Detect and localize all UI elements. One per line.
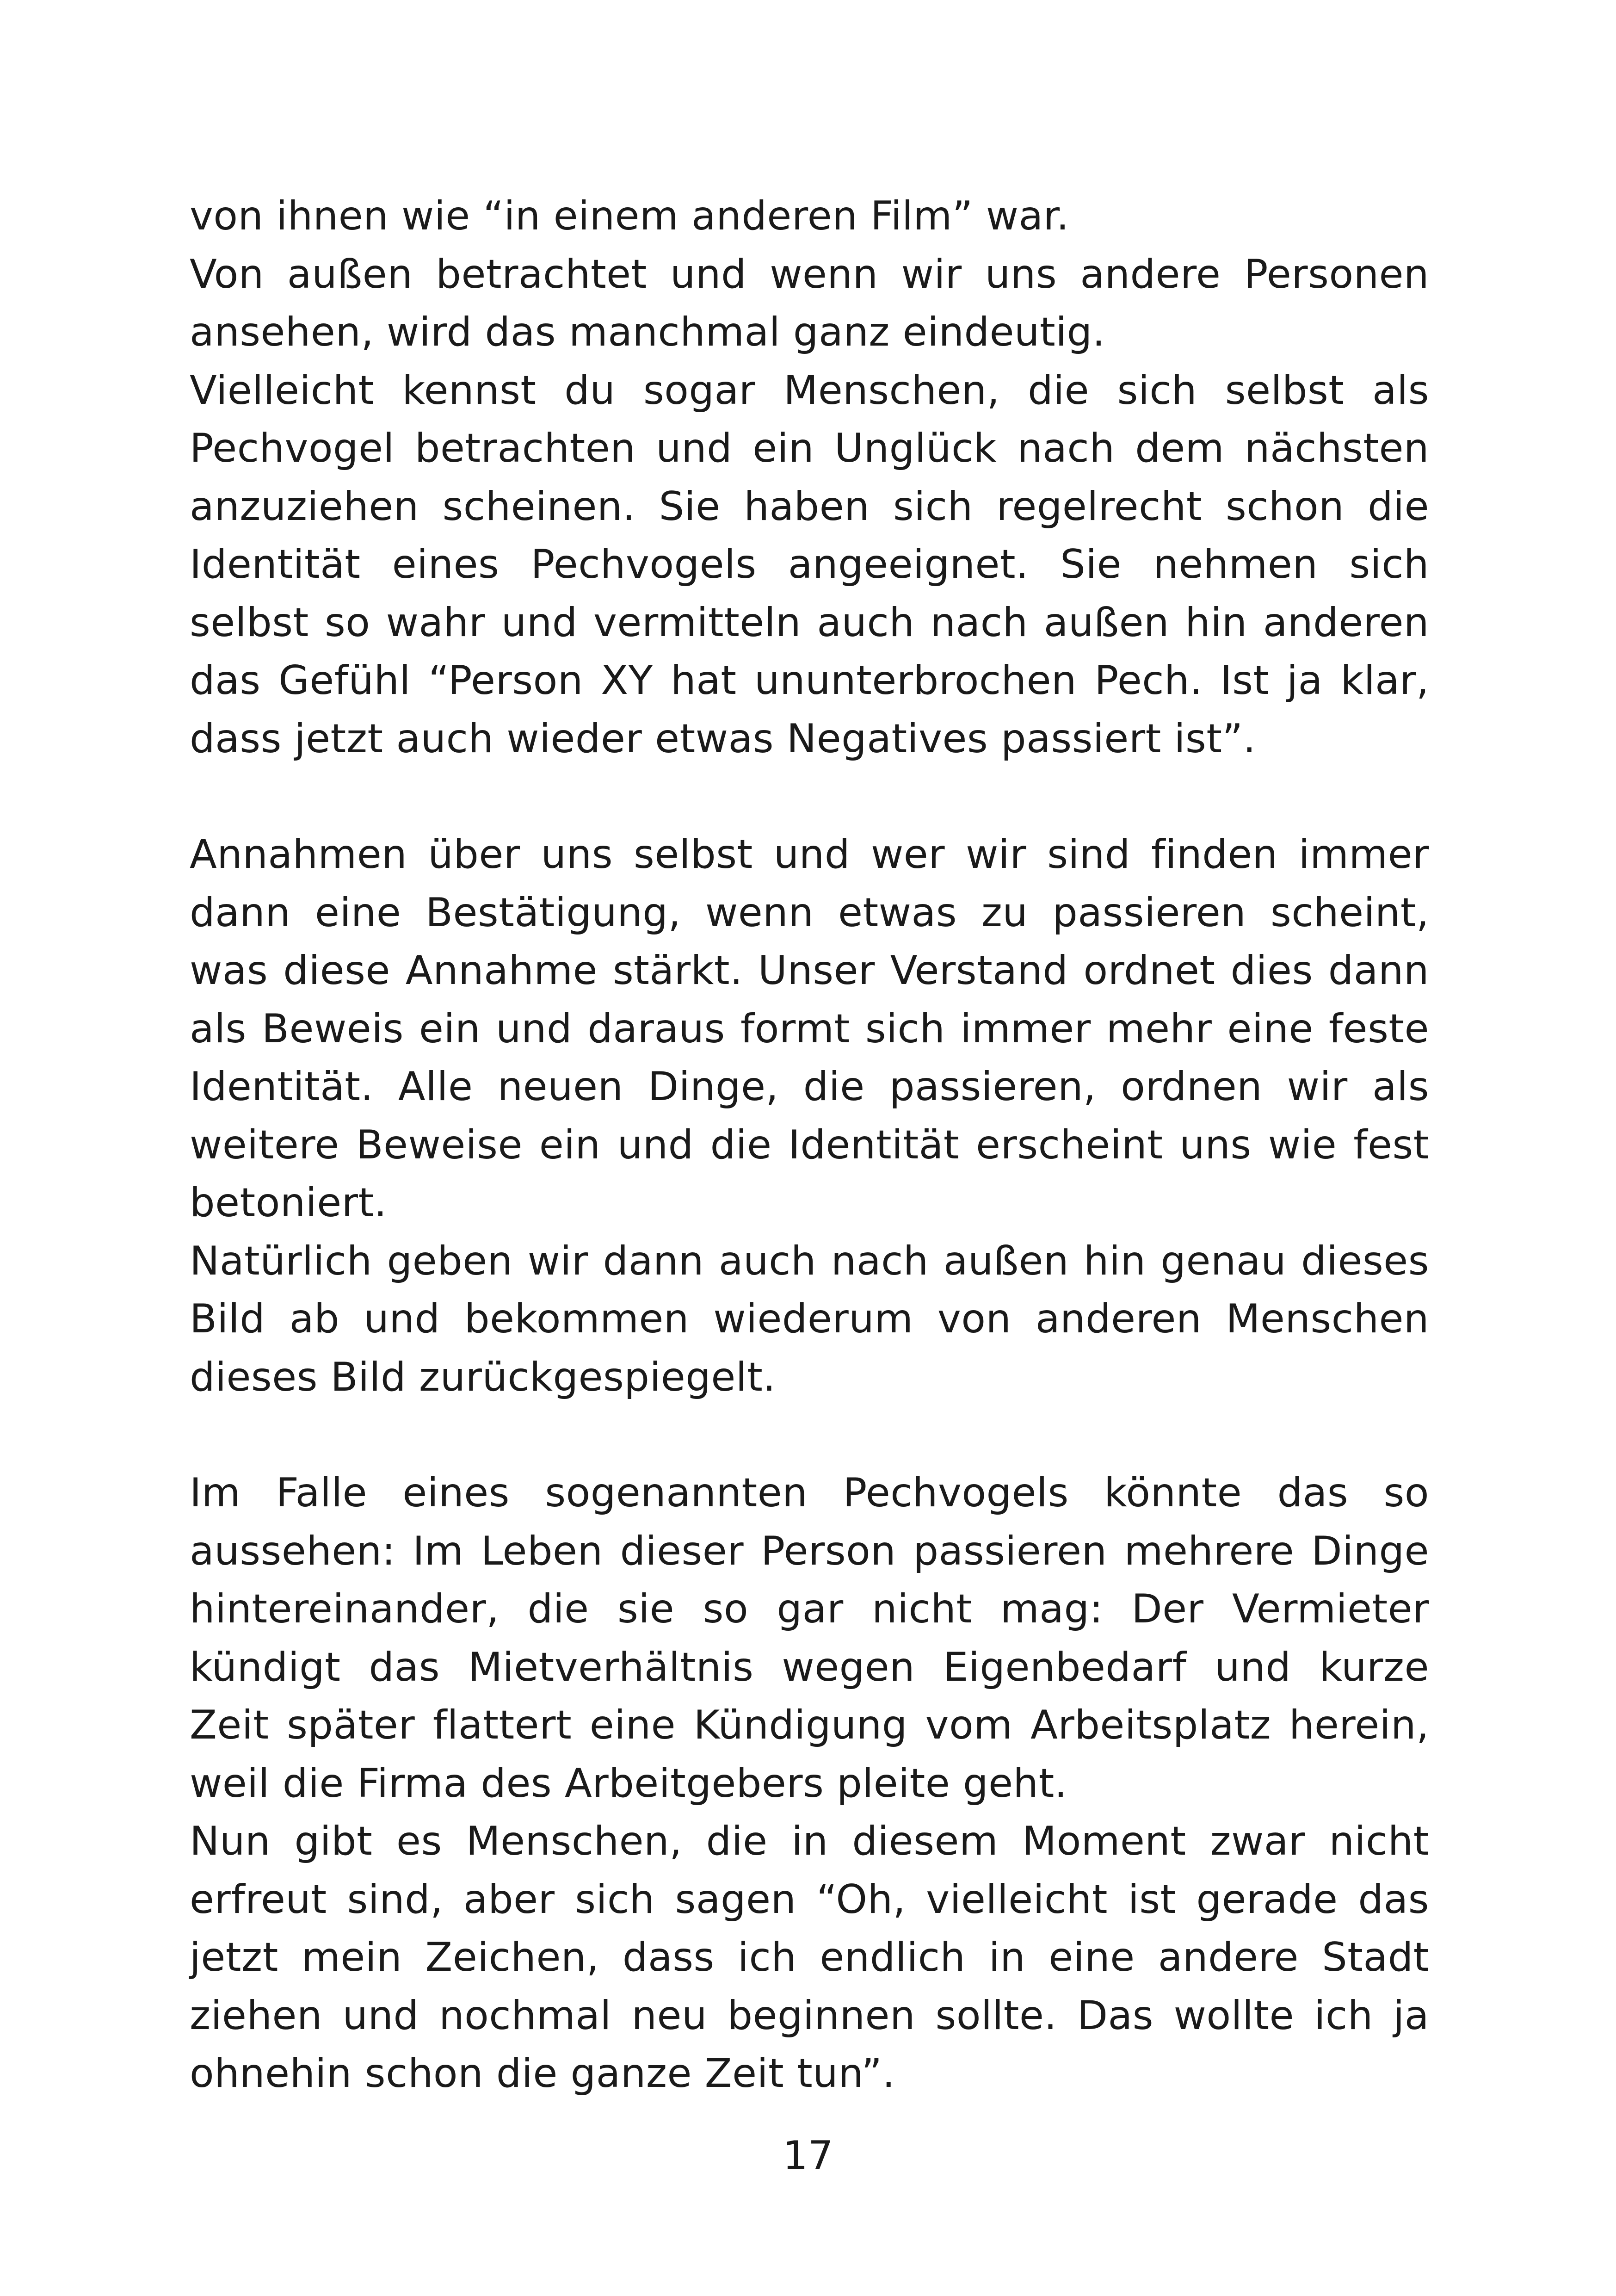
paragraph-2: Von außen betrachtet und wenn wir uns andere Personen ansehen, wird das manchmal ganz eindeutig.	[190, 251, 1429, 355]
page-number: 17	[783, 2133, 833, 2179]
paragraph-1: von ihnen wie “in einem anderen Film” war.	[190, 193, 1069, 239]
paragraph-5: Natürlich geben wir dann auch nach außen hin genau dieses Bild ab und bekommen wiederum von anderen Menschen dieses Bild zurückgespiegelt.	[190, 1238, 1429, 1400]
paragraph-4: Annahmen über uns selbst und wer wir sind finden immer dann eine Bestätigung, wenn etwas zu passieren scheint, was diese Annahme stärkt. Unser Verstand ordnet dies dann als Beweis ein und daraus formt sich immer mehr eine feste Identität. Alle neuen Dinge, die passieren, ordnen wir als weitere Beweise ein und die Identität erscheint uns wie fest betoniert.	[190, 831, 1429, 1226]
page-body	[190, 187, 1429, 2103]
paragraph-6: Im Falle eines sogenannten Pechvogels könnte das so aussehen: Im Leben dieser Person passieren mehrere Dinge hintereinander, die sie so gar nicht mag: Der Vermieter kündigt das Mietverhältnis wegen Eigenbedarf und kurze Zeit später flattert eine Kündigung vom Arbeitsplatz herein, weil die Firma des Arbeitgebers pleite geht.	[190, 1470, 1429, 1807]
paragraph-3: Vielleicht kennst du sogar Menschen, die sich selbst als Pechvogel betrachten und ein Unglück nach dem nächsten anzuziehen scheinen. Sie haben sich regelrecht schon die Identität eines Pechvogels angeeignet. Sie nehmen sich selbst so wahr und vermitteln auch nach außen hin anderen das Gefühl “Person XY hat ununterbrochen Pech. Ist ja klar, dass jetzt auch wieder etwas Negatives passiert ist”.	[190, 367, 1429, 762]
paragraph-7: Nun gibt es Menschen, die in diesem Moment zwar nicht erfreut sind, aber sich sagen “Oh, vielleicht ist gerade das jetzt mein Zeichen, dass ich endlich in eine andere Stadt ziehen und nochmal neu beginnen sollte. Das wollte ich ja ohnehin schon die ganze Zeit tun”.	[190, 1818, 1429, 2097]
